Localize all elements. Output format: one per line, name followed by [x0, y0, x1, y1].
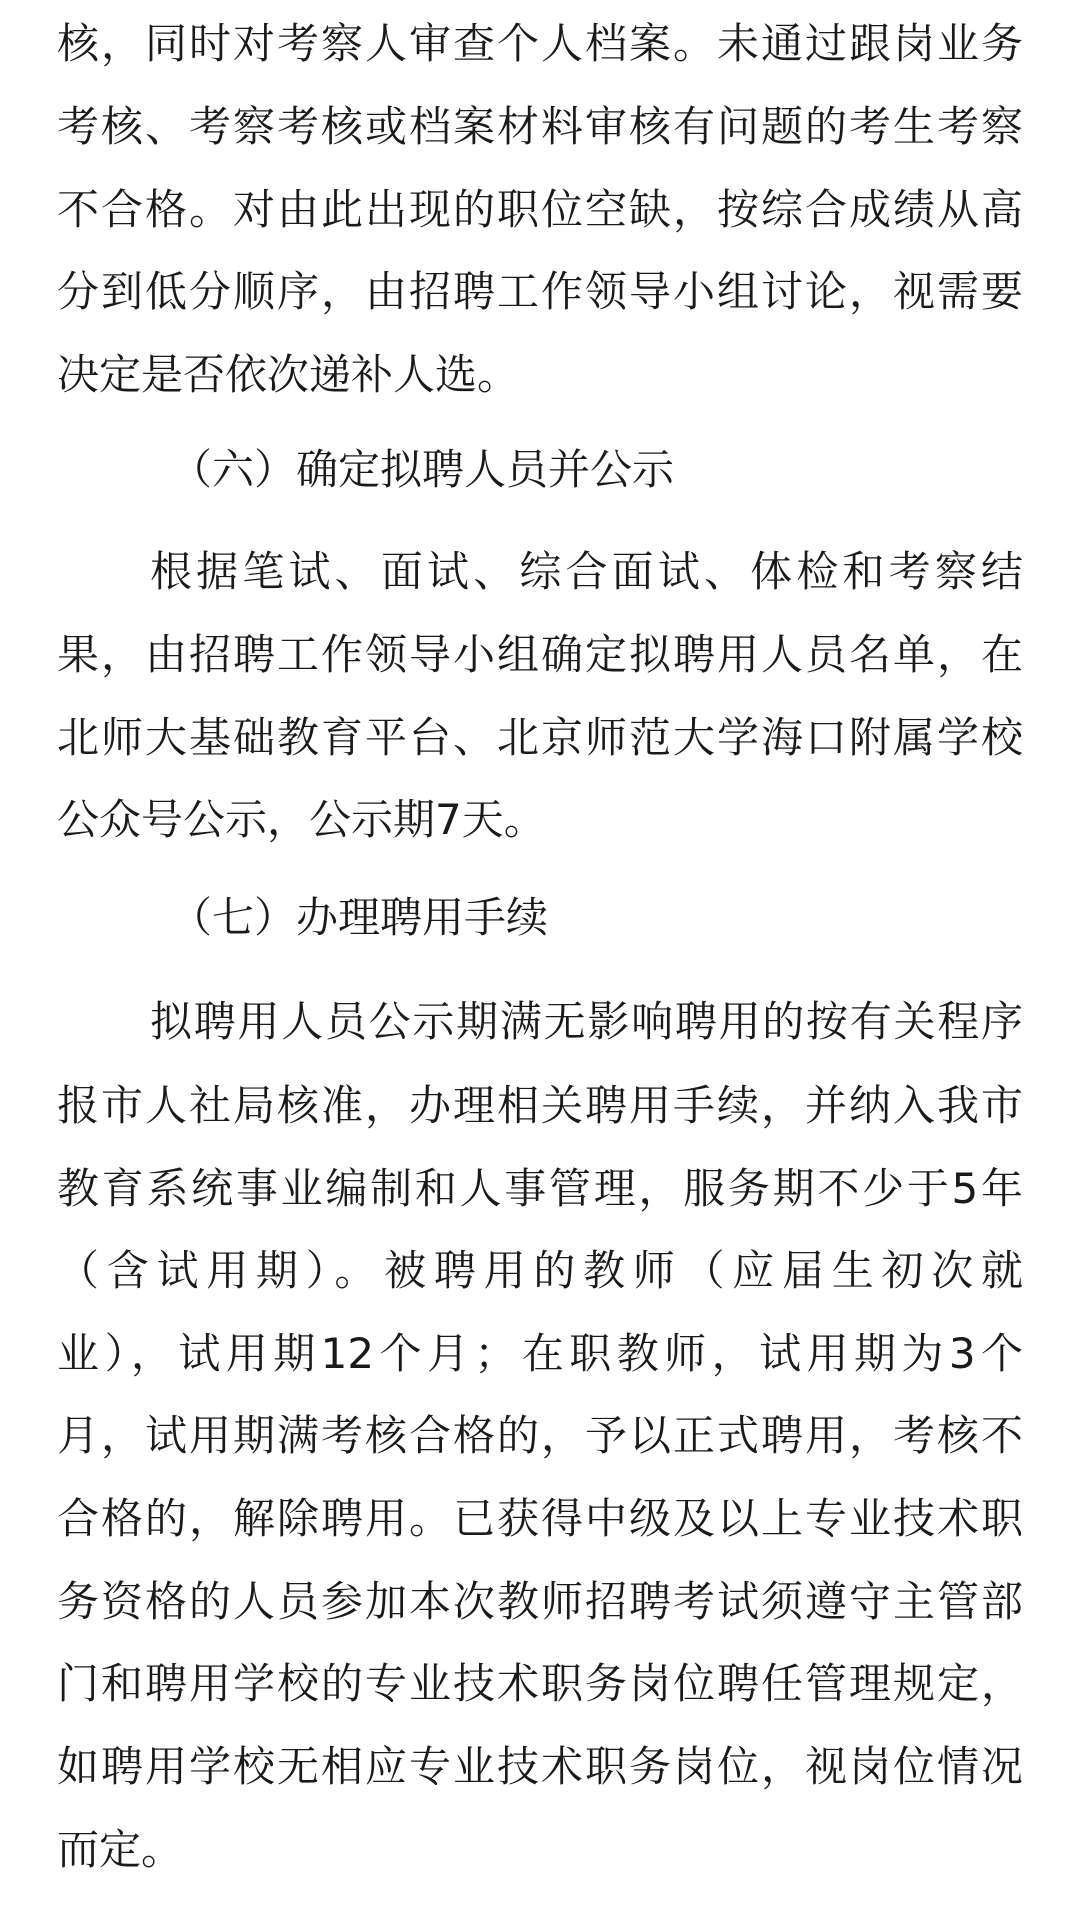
text-line: 北师大基础教育平台、北京师范大学海口附属学校	[57, 713, 1023, 762]
text-line: 公众号公示，公示期7天。	[57, 795, 546, 844]
text-line: 合格的，解除聘用。已获得中级及以上专业技术职	[57, 1494, 1023, 1543]
text-line: 决定是否依次递补人选。	[57, 350, 520, 399]
text-line: 报市人社局核准，办理相关聘用手续，并纳入我市	[57, 1081, 1023, 1130]
text-line: 分到低分顺序，由招聘工作领导小组讨论，视需要	[57, 267, 1023, 316]
text-line: 果，由招聘工作领导小组确定拟聘用人员名单，在	[57, 630, 1023, 679]
text-line: 月，试用期满考核合格的，予以正式聘用，考核不	[57, 1411, 1023, 1460]
text-line: 如聘用学校无相应专业技术职务岗位，视岗位情况	[57, 1742, 1023, 1791]
text-line: 不合格。对由此出现的职位空缺，按综合成绩从高	[57, 185, 1023, 234]
text-line: 门和聘用学校的专业技术职务岗位聘任管理规定，	[57, 1659, 1023, 1708]
text-line: （含试用期）。被聘用的教师（应届生初次就	[57, 1246, 1023, 1295]
text-line: 考核、考察考核或档案材料审核有问题的考生考察	[57, 102, 1023, 151]
text-line: 根据笔试、面试、综合面试、体检和考察结	[150, 547, 1023, 596]
text-line: 而定。	[57, 1825, 184, 1874]
text-line: 务资格的人员参加本次教师招聘考试须遵守主管部	[57, 1577, 1023, 1626]
text-line: 业），试用期12个月；在职教师，试用期为3个	[57, 1329, 1023, 1378]
section-heading: （七）办理聘用手续	[170, 893, 549, 942]
section-heading: （六）确定拟聘人员并公示	[170, 445, 675, 494]
text-line: 教育系统事业编制和人事管理，服务期不少于5年	[57, 1164, 1023, 1213]
text-line: 拟聘用人员公示期满无影响聘用的按有关程序	[150, 997, 1023, 1046]
text-line: 核，同时对考察人审查个人档案。未通过跟岗业务	[57, 19, 1023, 68]
